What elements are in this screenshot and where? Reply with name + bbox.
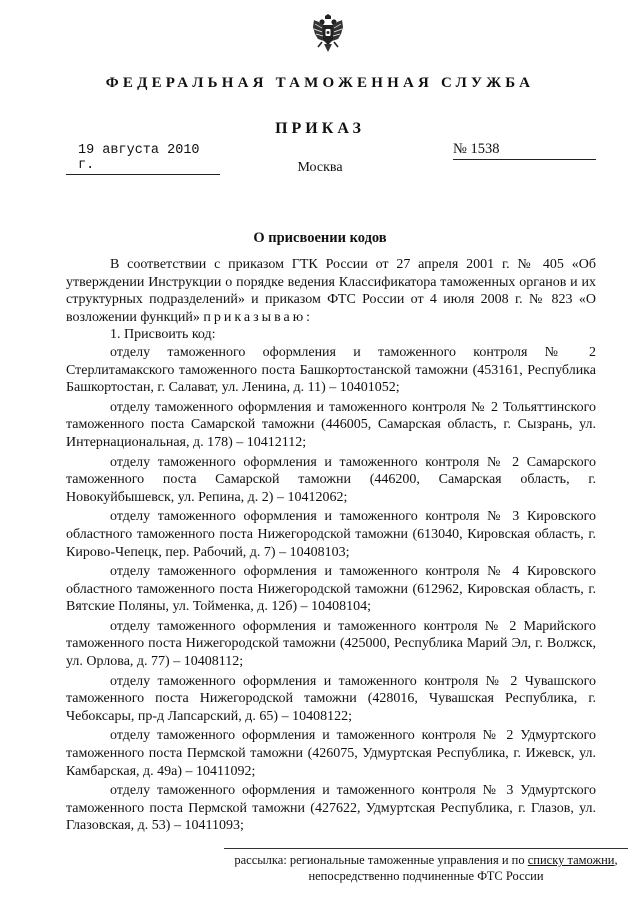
order-body [66,256,596,835]
code-entry: отделу таможенного оформления и таможенного контроля № 3 Удмуртского таможенного поста Пермской таможни (427622, Удмуртская Республика, г. Глазов, ул. Глазовская, д. 53) – 10411093; [66,783,596,834]
order-word: приказываю: [203,309,314,325]
code-entry: отделу таможенного оформления и таможенного контроля № 2 Стерлитамакского таможенного поста Башкортостанской таможни (453161, Республика Башкортостан, г. Салават, ул. Ленина, д. 11) – 10401052; [66,344,596,396]
mailing-list-note [224,852,628,884]
issue-city: Москва [297,160,343,175]
code-entry: отделу таможенного оформления и таможенного контроля № 2 Удмуртского таможенного поста Пермской таможни (426075, Удмуртская Республика, г. Ижевск, ул. Камбарская, д. 49а) – 10411092; [66,728,596,779]
code-entry: отделу таможенного оформления и таможенного контроля № 2 Марийского таможенного поста Нижегородской таможни (425000, Республика Марий Эл, г. Волжск, ул. Орлова, д. 77) – 10408112; [66,618,596,670]
code-entry: отделу таможенного оформления и таможенного контроля № 3 Кировского областного таможенного поста Нижегородской таможни (613040, Кировская область, г. Кирово-Чепецк, пер. Рабочий, д. 7) – 10408103; [66,509,596,560]
document-date: 19 августа 2010 г. [66,143,220,175]
preamble-text: В соответствии с приказом ГТК России от 27 апреля 2001 г. № 405 «Об утверждении Инструкции о порядке ведения Классификатора таможенных органов и их структурных подразделений» и приказом ФТС России от 4 июля 2008 г. № 823 «О возложении функций» [66,257,596,325]
mailing-link: списку таможни [527,853,615,867]
code-entry: отделу таможенного оформления и таможенного контроля № 4 Кировского областного таможенного поста Нижегородской таможни (612962, Кировская область, г. Вятские Поляны, ул. Тойменка, д. 12б) – 10408104; [66,564,596,615]
coat-of-arms-icon [312,14,344,54]
document-number: № 1538 [453,141,596,160]
code-entry: отделу таможенного оформления и таможенного контроля № 2 Тольяттинского таможенного поста Самарской таможни (446005, Самарская область, г. Сызрань, ул. Интернациональная, д. 178) – 10412112; [66,399,596,450]
mailing-prefix: рассылка: региональные таможенные управления и по [234,853,525,867]
mailing-line-2: непосредственно подчиненные ФТС России [308,869,544,883]
footer-divider [224,848,628,849]
preamble-paragraph [66,256,596,326]
code-entry: отделу таможенного оформления и таможенного контроля № 2 Самарского таможенного поста Самарской таможни (446200, Самарская область, г. Новокуйбышевск, ул. Репина, д. 2) – 10412062; [66,454,596,505]
order-subject: О присвоении кодов [253,230,387,246]
mailing-suffix: , [614,853,618,867]
item-heading: 1. Присвоить код: [110,327,216,343]
code-entry: отделу таможенного оформления и таможенного контроля № 2 Чувашского таможенного поста Нижегородской таможни (428016, Чувашская Республика, г. Чебоксары, пр-д Лапсарский, д. 65) – 10408122; [66,673,596,724]
document-type-title: ПРИКАЗ [275,120,365,137]
agency-name: ФЕДЕРАЛЬНАЯ ТАМОЖЕННАЯ СЛУЖБА [105,75,535,91]
